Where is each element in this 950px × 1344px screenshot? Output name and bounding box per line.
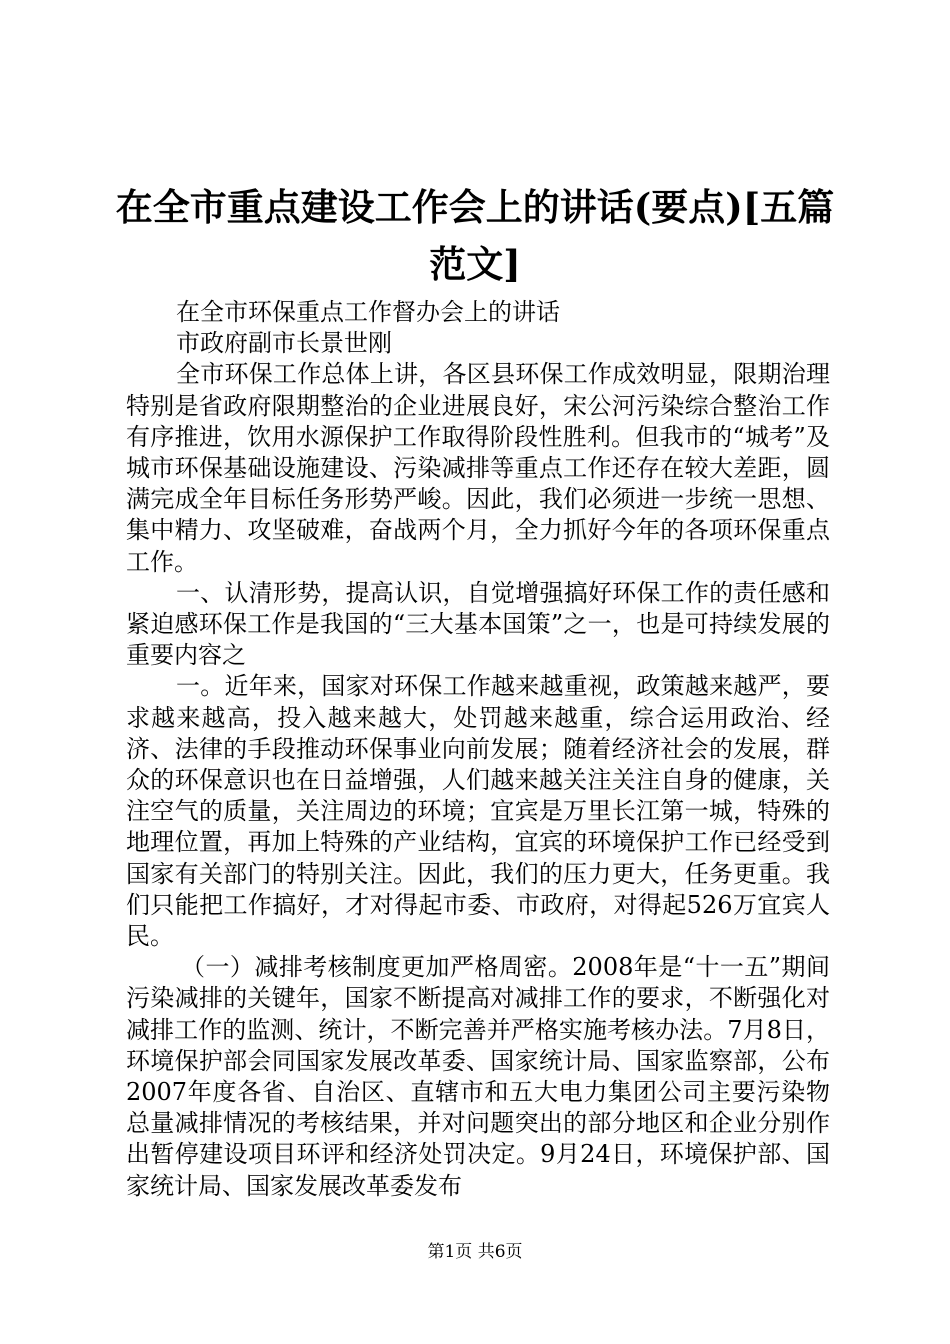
- document-title-line-1: 在全市重点建设工作会上的讲话(要点)[五篇: [115, 185, 835, 229]
- body-paragraph: （一）减排考核制度更加严格周密。2008年是“十一五”期间污染减排的关键年，国家不断提高对减排工作的要求，不断强化对减排工作的监测、统计，不断完善并严格实施考核办法。7月8日，环境保护部会同国家发展改革委、国家统计局、国家监察部，公布2007年度各省、自治区、直辖市和五大电力集团公司主要污染物总量减排情况的考核结果，并对问题突出的部分地区和企业分别作出暂停建设项目环评和经济处罚决定。9月24日，环境保护部、国家统计局、国家发展改革委发布: [126, 953, 830, 1200]
- speech-title: 在全市环保重点工作督办会上的讲话: [176, 298, 560, 326]
- page-footer: 第1页 共6页: [427, 1242, 523, 1262]
- body-paragraph: 全市环保工作总体上讲，各区县环保工作成效明显，限期治理特别是省政府限期整治的企业进展良好，宋公河污染综合整治工作有序推进，饮用水源保护工作取得阶段性胜利。但我市的“城考”及城市环保基础设施建设、污染减排等重点工作还存在较大差距，圆满完成全年目标任务形势严峻。因此，我们必须进一步统一思想、集中精力、攻坚破难，奋战两个月，全力抓好今年的各项环保重点工作。: [126, 360, 830, 576]
- body-paragraph: 一、认清形势，提高认识，自觉增强搞好环保工作的责任感和紧迫感环保工作是我国的“三大基本国策”之一，也是可持续发展的重要内容之: [126, 578, 830, 670]
- document-body: [126, 297, 830, 1202]
- speaker-line: 市政府副市长景世刚: [176, 329, 392, 358]
- body-paragraph: 一。近年来，国家对环保工作越来越重视，政策越来越严，要求越来越高，投入越来越大，处罚越来越重，综合运用政治、经济、法律的手段推动环保事业向前发展；随着经济社会的发展，群众的环保意识也在日益增强，人们越来越关注关注自身的健康，关注空气的质量，关注周边的环境；宜宾是万里长江第一城，特殊的地理位置，再加上特殊的产业结构，宜宾的环境保护工作已经受到国家有关部门的特别关注。因此，我们的压力更大，任务更重。我们只能把工作搞好，才对得起市委、市政府，对得起526万宜宾人民。: [126, 672, 830, 951]
- document-title-line-2: 范文]: [429, 242, 521, 286]
